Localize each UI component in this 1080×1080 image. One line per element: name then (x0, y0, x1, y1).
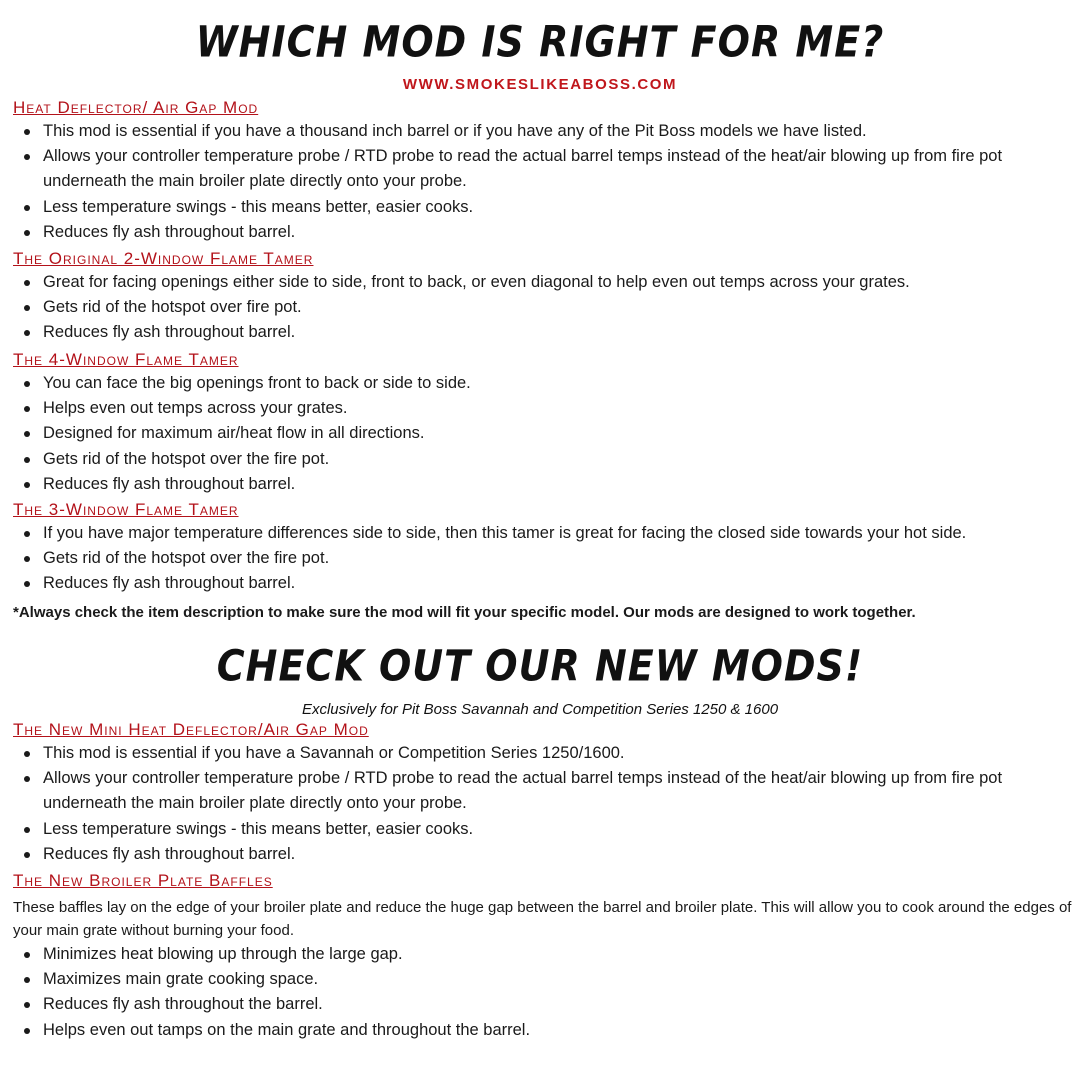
list-item: Reduces fly ash throughout barrel. (13, 472, 1073, 497)
website-link[interactable]: WWW.SMOKESLIKEABOSS.COM (402, 76, 678, 93)
section-heading: The New Mini Heat Deflector/Air Gap Mod (13, 720, 369, 739)
section-heading: The New Broiler Plate Baffles (13, 871, 273, 890)
list-item: Minimizes heat blowing up through the large gap. (13, 942, 1073, 967)
bullet-list (13, 942, 1073, 1043)
list-item: Gets rid of the hotspot over the fire pot. (13, 447, 1073, 472)
list-item: Reduces fly ash throughout barrel. (13, 842, 1073, 867)
list-item: Less temperature swings - this means better, easier cooks. (13, 817, 1073, 842)
new-mods-title: CHECK OUT OUR NEW MODS! (216, 641, 864, 691)
list-item: Reduces fly ash throughout barrel. (13, 220, 1073, 245)
section-new-broiler-plate-baffles (13, 870, 1073, 1043)
list-item: Reduces fly ash throughout barrel. (13, 320, 1073, 345)
list-item: Allows your controller temperature probe / RTD probe to read the actual barrel temps instead of the heat/air blowing up from fire pot underneath the main broiler plate directly onto your probe. (13, 144, 1073, 194)
section-4-window-flame-tamer (13, 349, 1073, 497)
list-item: Reduces fly ash throughout the barrel. (13, 992, 1073, 1017)
list-item: Less temperature swings - this means better, easier cooks. (13, 195, 1073, 220)
section-heading: The 3-Window Flame Tamer (13, 500, 239, 519)
section-heading: The Original 2-Window Flame Tamer (13, 249, 314, 268)
list-item: If you have major temperature differences side to side, then this tamer is great for facing the closed side towards your hot side. (13, 521, 1073, 546)
list-item: This mod is essential if you have a thousand inch barrel or if you have any of the Pit Boss models we have listed. (13, 119, 1073, 144)
list-item: Maximizes main grate cooking space. (13, 967, 1073, 992)
section-3-window-flame-tamer (13, 499, 1073, 597)
list-item: Designed for maximum air/heat flow in all directions. (13, 421, 1073, 446)
section-heading: Heat Deflector/ Air Gap Mod (13, 98, 259, 117)
bullet-list (13, 371, 1073, 497)
list-item: Helps even out temps across your grates. (13, 396, 1073, 421)
bullet-list (13, 521, 1073, 597)
section-new-mini-heat-deflector (13, 719, 1073, 867)
new-mods-subtitle: Exclusively for Pit Boss Savannah and Competition Series 1250 & 1600 (301, 701, 779, 718)
page-title: WHICH MOD IS RIGHT FOR ME? (195, 17, 885, 67)
bullet-list (13, 270, 1073, 346)
section-heat-deflector (13, 97, 1073, 245)
section-2-window-flame-tamer (13, 248, 1073, 346)
bullet-list (13, 119, 1073, 245)
compatibility-note: *Always check the item description to make sure the mod will fit your specific model. Our mods are designed to work together. (13, 604, 916, 621)
list-item: Reduces fly ash throughout barrel. (13, 571, 1073, 596)
bullet-list (13, 741, 1073, 867)
section-heading: The 4-Window Flame Tamer (13, 350, 239, 369)
list-item: Gets rid of the hotspot over fire pot. (13, 295, 1073, 320)
list-item: Gets rid of the hotspot over the fire pot. (13, 546, 1073, 571)
list-item: Allows your controller temperature probe / RTD probe to read the actual barrel temps instead of the heat/air blowing up from fire pot underneath the main broiler plate directly onto your probe. (13, 766, 1073, 816)
list-item: Great for facing openings either side to side, front to back, or even diagonal to help even out temps across your grates. (13, 270, 1073, 295)
list-item: This mod is essential if you have a Savannah or Competition Series 1250/1600. (13, 741, 1073, 766)
list-item: Helps even out tamps on the main grate and throughout the barrel. (13, 1018, 1073, 1043)
list-item: You can face the big openings front to back or side to side. (13, 371, 1073, 396)
section-paragraph: These baffles lay on the edge of your broiler plate and reduce the huge gap between the barrel and broiler plate. This will allow you to cook around the edges of your main grate without burning your food. (13, 899, 1072, 939)
